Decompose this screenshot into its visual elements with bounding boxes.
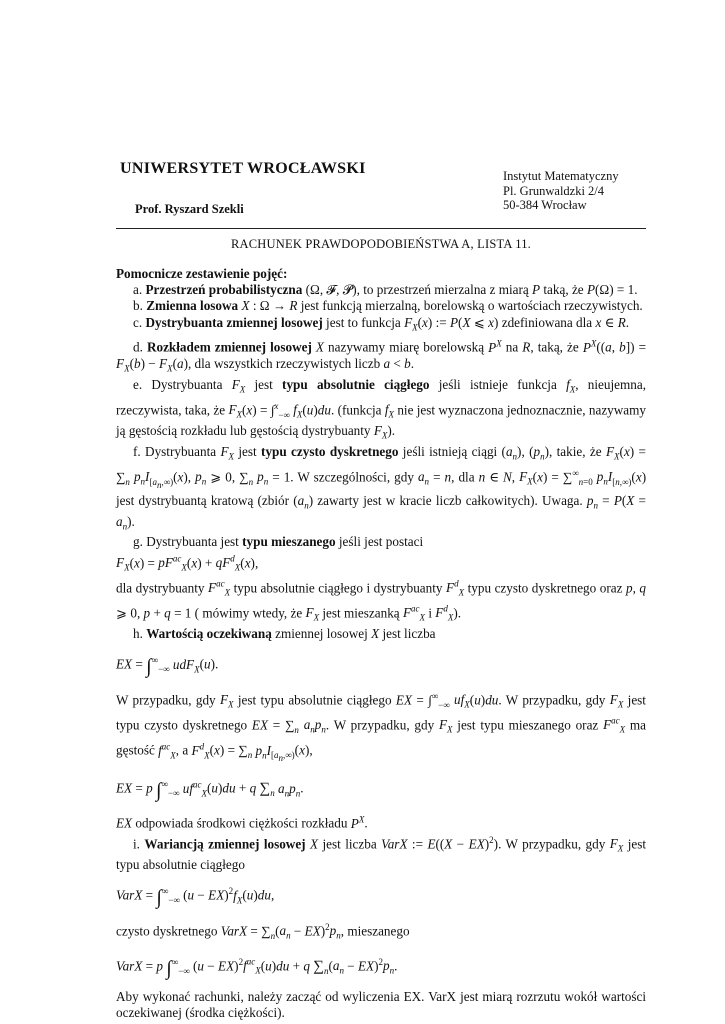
term-h: Wartością oczekiwaną — [146, 626, 272, 642]
term-c: Dystrybuanta zmiennej losowej — [145, 314, 323, 330]
item-g: g. Dystrybuanta jest typu mieszanego jeśli jest postaci — [133, 534, 424, 550]
item-c: c. Dystrybuanta zmiennej losowej jest to funkcja $F_X(x)$ := P(X ⩽ x) zdefiniowana dla x ∈ R. — [133, 314, 630, 333]
equation-variance-ac: VarX = $\int^\infty_{-\infty}$ $(u - EX)^2f_X(u)du$, — [116, 886, 275, 909]
header-divider — [116, 228, 646, 229]
document-body — [116, 266, 646, 1022]
item-f: f. Dystrybuanta $F_X$ jest typu czysto dyskretnego jeśli istnieją ciągi $(a_n)$, $(p_n)$, takie, że $F_X(x) = \sum_n$ $p_nI_{[a_n,\infty)}(x)$, $p_n$ ⩾ 0, $\sum_n$ $p_n = 1$. W szczególności, gdy $a_n = n$, dla n ∈ N, $F_X(x) = \sum^\infty_{n=0}$ $p_nI_{[n,\infty)}(x)$ jest dystrybuantą kratową (zbiór $(a_n)$ zawarty jest w kracie liczb całkowitych). Uwaga. $p_n = P(X = a_n)$. — [116, 443, 647, 532]
item-h-cont: W przypadku, gdy $F_X$ jest typu absolutnie ciągłego EX = $\int^\infty_{-\infty}$ $uf_X(u)du$. W przypadku, gdy $F_X$ jest typu czysto dyskretnego EX = $\sum_n$ $a_np_n$. W przypadku, gdy $F_X$ jest typu mieszanego oraz $F^{ac}_X$ ma gęstość $f^{ac}_X$, a $F^d_X(x) = \sum_n$ $p_nI_{[a_n,\infty)}(x)$, — [116, 690, 647, 764]
equation-mixed: $F_X(x) = pF^{ac}_X(x) + qF^d_X(x)$, — [116, 553, 259, 573]
institute-address — [503, 169, 619, 213]
document-title: RACHUNEK PRAWDOPODOBIEŃSTWA A, LISTA 11. — [231, 237, 531, 251]
item-a: a. Przestrzeń probabilistyczna (Ω, 𝓕, 𝓟), to przestrzeń mierzalna z miarą P taką, że P(Ω) = 1. — [133, 282, 638, 298]
institute-line: Pl. Grunwaldzki 2/4 — [503, 183, 605, 198]
term-f: typu czysto dyskretnego — [261, 443, 399, 459]
item-b: b. Zmienna losowa X : Ω → R jest funkcją mierzalną, borelowską o wartościach rzeczywistych. — [133, 298, 643, 314]
institute-line: 50-384 Wrocław — [503, 198, 587, 212]
term-a: Przestrzeń probabilistyczna — [145, 282, 303, 298]
institute-line: Instytut Matematyczny — [503, 169, 619, 183]
equation-expectation: EX = $\int^\infty_{-\infty}$ udF$_X$(u). — [116, 655, 219, 678]
item-i-cont: czysto dyskretnego VarX = $\sum_n(a_n - EX)^2p_n$, mieszanego — [116, 921, 410, 941]
item-h-note: EX odpowiada środkowi ciężkości rozkładu $P^X$. — [116, 814, 368, 831]
term-i: Wariancją zmiennej losowej — [144, 836, 306, 852]
term-e: typu absolutnie ciągłego — [282, 376, 430, 392]
term-d: Rozkładem zmiennej losowej — [146, 339, 312, 355]
item-g-cont: dla dystrybuanty $F^{ac}_X$ typu absolutnie ciągłego i dystrybuanty $F^d_X$ typu czysto dyskretnego oraz p, q ⩾ 0, p + q = 1 ( mówimy wtedy, że $F_X$ jest mieszanką $F^{ac}_X$ i $F^d_X$). — [116, 578, 646, 624]
item-h: h. Wartością oczekiwaną zmiennej losowej X jest liczba — [133, 626, 436, 642]
equation-variance-mixed: VarX = p $\int^\infty_{-\infty}$ $(u - EX)^2f^{ac}_X(u)du + q$ $\sum_n(a_n - EX)^2p_n$. — [116, 956, 398, 980]
item-d: d. Rozkładem zmiennej losowej X nazywamy miarę borelowską $P^X$ na R, taką, że $P^X((a$, $b]) = F_X(b) - F_X(a)$, dla wszystkich rzeczywistych liczb a < b. — [116, 338, 647, 374]
item-i: i. Wariancją zmiennej losowej X jest liczba VarX := E((X − EX)$^2$). W przypadku, gdy $F_X$ jest typu absolutnie ciągłego — [116, 835, 647, 873]
professor-name: Prof. Ryszard Szekli — [135, 202, 244, 216]
section-heading: Pomocnicze zestawienie pojęć: — [116, 266, 288, 281]
equation-expectation-mixed: EX = p $\int^\infty_{-\infty}$ $uf^{ac}_X(u)du + q$ $\sum_n$ $a_np_n$. — [116, 779, 304, 802]
term-b: Zmienna losowa — [146, 298, 239, 314]
item-e: e. Dystrybuanta $F_X$ jest typu absolutnie ciągłego jeśli istnieje funkcja $f_X$, nieujemna, rzeczywista, taka, że $F_X(x) = \int^x_{-\infty}$ $f_X(u)du$. (funkcja $f_X$ nie jest wyznaczona jednoznacznie, nazywamy ją gęstością rozkładu lub gęstością dystrybuanty $F_X$). — [116, 376, 647, 441]
term-g: typu mieszanego — [242, 534, 336, 550]
university-name: UNIWERSYTET WROCŁAWSKI — [120, 160, 366, 177]
closing-paragraph: Aby wykonać rachunki, należy zacząć od wyliczenia EX. VarX jest miarą rozrzutu wokół wartości oczekiwanej (środka ciężkości). — [116, 989, 646, 1021]
